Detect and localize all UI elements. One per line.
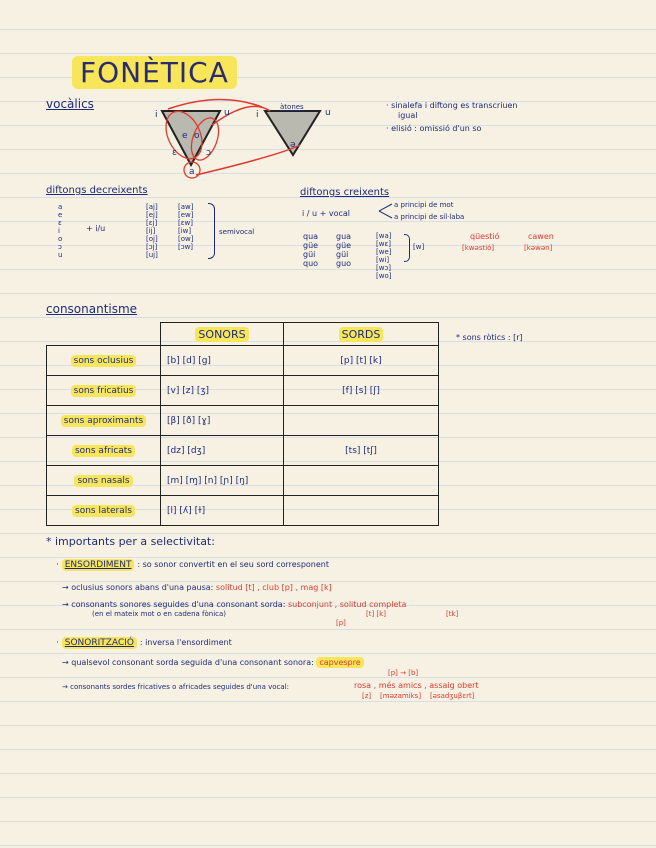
ensordiment-rule2-sub-a: [t] [k] [366, 610, 386, 618]
ensordiment-rule2-sub-c: [p] [336, 619, 346, 627]
vowel-open-e: ɛ [172, 148, 177, 158]
table-row [47, 376, 439, 406]
semivocal-label: semivocal [219, 228, 255, 236]
table-row [47, 466, 439, 496]
atonic-vowel-schwa: ə [290, 140, 296, 150]
creixents-example-word2: cawen [528, 232, 554, 241]
ensordiment-rule1-examples: solitud [t] , club [p] , mag [k] [215, 583, 332, 592]
atonic-vowel-u: u [325, 108, 331, 118]
row-sords: [p] [t] [k] [284, 346, 439, 376]
row-sonors: [dz] [dʒ] [161, 436, 284, 466]
creixents-col3: [wa] [wɛ] [we] [wi] [wɔ] [wo] [376, 232, 392, 280]
vowel-open-o: ɔ [206, 148, 211, 158]
creixents-bracket [404, 234, 410, 262]
row-sonors: [l] [ʎ] [ɫ] [161, 496, 284, 526]
ensordiment-rule2-note: (en el mateix mot o en cadena fònica) [92, 610, 227, 618]
decreixents-heading: diftongs decreixents [46, 185, 148, 196]
creixents-branch1: a principi de mot [394, 201, 454, 209]
decreixents-plus: + i/u [86, 224, 106, 233]
creixents-w-label: [w] [413, 243, 425, 251]
creixents-heading: diftongs creixents [300, 187, 390, 198]
sonoritzacio-desc: : inversa l'ensordiment [139, 638, 232, 647]
row-sords: [ts] [tʃ] [284, 436, 439, 466]
row-sonors: [v] [z] [ʒ] [161, 376, 284, 406]
ensordiment-desc: : so sonor convertit en el seu sord corresponent [137, 560, 329, 569]
creixents-branch2: a principi de síl·laba [394, 213, 465, 221]
creixents-example-trans2: [kәwən] [524, 244, 553, 252]
vowel-o: o [194, 131, 200, 141]
ensordiment-rule1: → oclusius sonors abans d'una pausa: solitud [t] , club [p] , mag [k] [62, 583, 332, 592]
ensordiment-rule2-examples: subconjunt , solitud completa [287, 600, 407, 609]
creixents-branch-arrows [378, 201, 394, 221]
vowel-u: u [224, 108, 230, 118]
row-label: sons laterals [47, 496, 161, 526]
decreixents-trans-i: [aj] [ej] [ɛj] [ij] [oj] [ɔj] [uj] [146, 203, 158, 259]
vowel-e: e [182, 131, 188, 141]
red-link-arc-mid [212, 106, 270, 125]
page-title: FONÈTICA [72, 56, 237, 89]
decreixents-vowels: a e ɛ i o ɔ u [58, 203, 63, 259]
tonic-vowel-triangle [162, 111, 220, 165]
table-row [47, 346, 439, 376]
sords-header: SORDS [284, 323, 439, 346]
table-row [47, 436, 439, 466]
rotics-note: * sons ròtics : [r] [456, 333, 523, 342]
sonoritzacio-title: SONORITZACIÓ [62, 637, 137, 649]
row-label: sons fricatius [47, 376, 161, 406]
red-link-arc-bottom [196, 145, 300, 175]
sinalefa-note-cont: igual [398, 111, 418, 120]
vocalics-heading: vocàlics [46, 97, 94, 111]
decreixents-trans-u: [aw] [ew] [ɛw] [iw] [ow] [ɔw] [178, 203, 194, 251]
row-sords [284, 406, 439, 436]
consonantisme-heading: consonantisme [46, 302, 138, 316]
creixents-formula: i / u + vocal [302, 209, 351, 218]
table-row [47, 496, 439, 526]
sonoritzacio-rule2-examples: rosa , més amics , assaig obert [354, 681, 479, 690]
elisio-note: · elisió : omissió d'un so [386, 124, 482, 133]
sonoritzacio-rule1-example: capvespre [316, 657, 363, 668]
sonoritzacio-line: · SONORITZACIÓ : inversa l'ensordiment [56, 638, 232, 648]
vowel-a: a [189, 167, 195, 177]
row-sonors: [b] [d] [g] [161, 346, 284, 376]
sonors-header: SONORS [161, 323, 284, 346]
decreixents-bracket [208, 203, 215, 259]
sinalefa-note: · sinalefa i diftong es transcriuen [386, 101, 518, 110]
ensordiment-rule2: → consonants sonores seguides d'una consonant sorda: subconjunt , solitud completa [62, 600, 407, 609]
ensordiment-rule2-sub-b: [tk] [446, 610, 459, 618]
row-sords [284, 466, 439, 496]
ensordiment-title: ENSORDIMENT [62, 559, 135, 571]
row-sords [284, 496, 439, 526]
row-sords: [f] [s] [ʃ] [284, 376, 439, 406]
consonant-table [46, 322, 439, 526]
row-label: sons nasals [47, 466, 161, 496]
atonic-vowel-i: i [256, 110, 259, 120]
sonoritzacio-rule2-sub: [z] [məzamiks] [əsadʒuβɛrt] [362, 692, 475, 700]
row-sonors: [m] [ɱ] [n] [ɲ] [ŋ] [161, 466, 284, 496]
important-heading: * importants per a selectivitat: [46, 535, 215, 548]
vowel-triangles-diagram [150, 95, 350, 185]
creixents-example-trans1: [kwəstió] [462, 244, 495, 252]
table-corner [47, 323, 161, 346]
ensordiment-line: · ENSORDIMENT : so sonor convertit en el seu sord corresponent [56, 560, 329, 570]
row-label: sons oclusius [47, 346, 161, 376]
table-row [47, 406, 439, 436]
row-sonors: [β] [ð] [ɣ] [161, 406, 284, 436]
creixents-col1: qua güe güi quo [303, 232, 319, 268]
row-label: sons africats [47, 436, 161, 466]
sonoritzacio-rule1-sub: [p] → [b] [388, 669, 419, 677]
creixents-example-word1: qüestió [470, 232, 500, 241]
sonoritzacio-rule1: → qualsevol consonant sorda seguida d'una consonant sonora: capvespre [62, 658, 364, 667]
creixents-col2: gua güe güi guo [336, 232, 352, 268]
sonoritzacio-rule2: → consonants sordes fricatives o africades seguides d'una vocal: [62, 683, 289, 691]
row-label: sons aproximants [47, 406, 161, 436]
vowel-i: i [155, 110, 158, 120]
atones-label: àtones [280, 103, 304, 111]
